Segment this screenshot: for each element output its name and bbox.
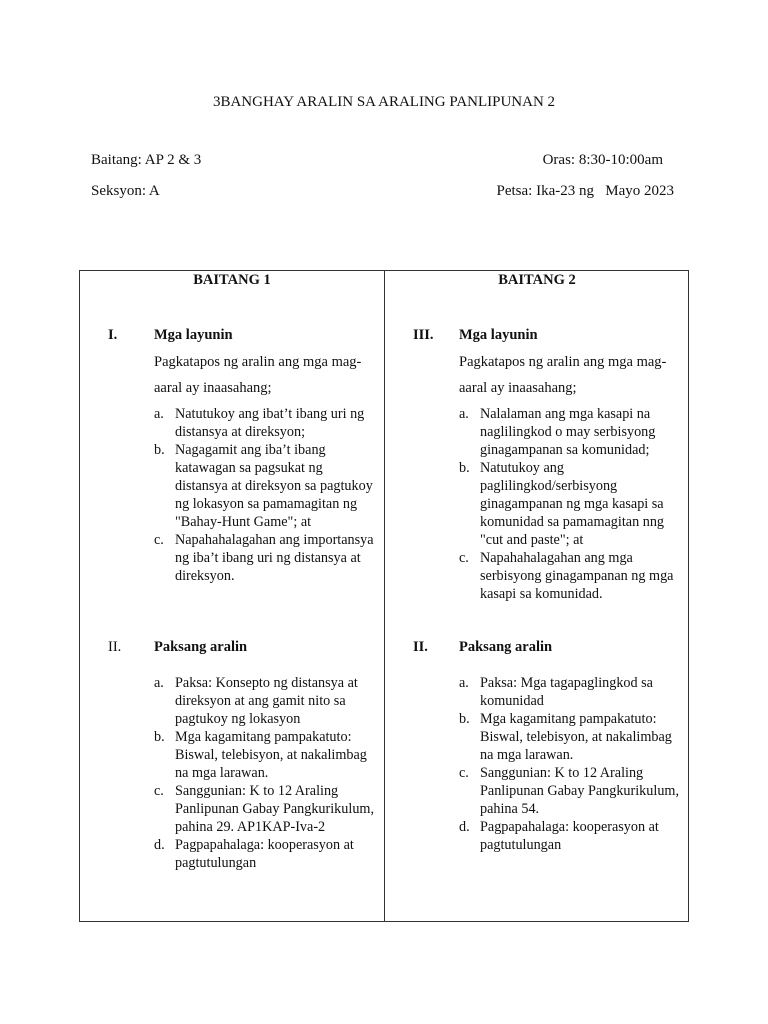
list-item: a. Paksa: Mga tagapaglingkod sa komunidad	[459, 675, 653, 709]
layunin-intro-line: aaral ay inaasahang;	[459, 380, 577, 396]
section-title-paksang-aralin: Paksang aralin	[154, 639, 248, 655]
seksyon-label: Seksyon: A	[91, 183, 160, 199]
layunin-intro-line: Pagkatapos ng aralin ang mga mag-	[459, 354, 667, 370]
section-numeral: III.	[413, 327, 434, 343]
column-heading-baitang-2: BAITANG 2	[498, 272, 576, 288]
section-title-layunin: Mga layunin	[459, 327, 538, 343]
lesson-table	[79, 270, 689, 922]
list-item: b. Mga kagamitang pampakatuto: Biswal, telebisyon, at nakalimbag na mga larawan.	[459, 711, 672, 763]
section-numeral: I.	[108, 327, 118, 343]
layunin-intro-line: Pagkatapos ng aralin ang mga mag-	[154, 354, 362, 370]
list-item: a. Paksa: Konsepto ng distansya at direksyon at ang gamit nito sa pagtukoy ng lokasyon	[154, 675, 358, 727]
document-title: 3BANGHAY ARALIN SA ARALING PANLIPUNAN 2	[212, 94, 556, 110]
paksang-aralin-list	[154, 674, 376, 872]
list-item: c. Sanggunian: K to 12 Araling Panlipunan Gabay Pangkurikulum, pahina 54.	[459, 765, 679, 817]
baitang-label: Baitang: AP 2 & 3	[91, 152, 202, 168]
list-item: c. Sanggunian: K to 12 Araling Panlipunan Gabay Pangkurikulum, pahina 29. AP1KAP-Iva-2	[154, 783, 374, 835]
layunin-list	[459, 405, 683, 603]
list-item: d. Pagpapahalaga: kooperasyon at pagtutulungan	[154, 837, 354, 871]
list-item: c. Napahahalagahan ang mga serbisyong ginagampanan ng mga kasapi sa komunidad.	[459, 550, 674, 602]
section-numeral: II.	[108, 639, 122, 655]
section-title-paksang-aralin: Paksang aralin	[459, 639, 553, 655]
paksang-aralin-list	[459, 674, 681, 854]
list-item: d. Pagpapahalaga: kooperasyon at pagtutulungan	[459, 819, 659, 853]
column-divider	[384, 271, 385, 921]
section-title-layunin: Mga layunin	[154, 327, 233, 343]
column-heading-baitang-1: BAITANG 1	[193, 272, 271, 288]
petsa-label: Petsa: Ika-23 ng Mayo 2023	[496, 183, 674, 199]
section-numeral: II.	[413, 639, 428, 655]
layunin-intro-line: aaral ay inaasahang;	[154, 380, 272, 396]
oras-label: Oras: 8:30-10:00am	[542, 152, 663, 168]
list-item: c. Napahahalagahan ang importansya ng iba’t ibang uri ng distansya at direksyon.	[154, 532, 374, 584]
layunin-list	[154, 405, 374, 585]
list-item: b. Mga kagamitang pampakatuto: Biswal, telebisyon, at nakalimbag na mga larawan.	[154, 729, 367, 781]
list-item: b. Nagagamit ang iba’t ibang katawagan sa pagsukat ng distansya at direksyon sa pagtukoy ng lokasyon sa pamamagitan ng "Bahay-Hunt Game"; at	[154, 442, 373, 530]
list-item: a. Nalalaman ang mga kasapi na naglilingkod o may serbisyong ginagampanan sa komunidad;	[459, 406, 656, 458]
list-item: b. Natutukoy ang paglilingkod/serbisyong ginagampanan ng mga kasapi sa komunidad sa pamamagitan nng "cut and paste"; at	[459, 460, 665, 548]
list-item: a. Natutukoy ang ibat’t ibang uri ng distansya at direksyon;	[154, 406, 365, 440]
